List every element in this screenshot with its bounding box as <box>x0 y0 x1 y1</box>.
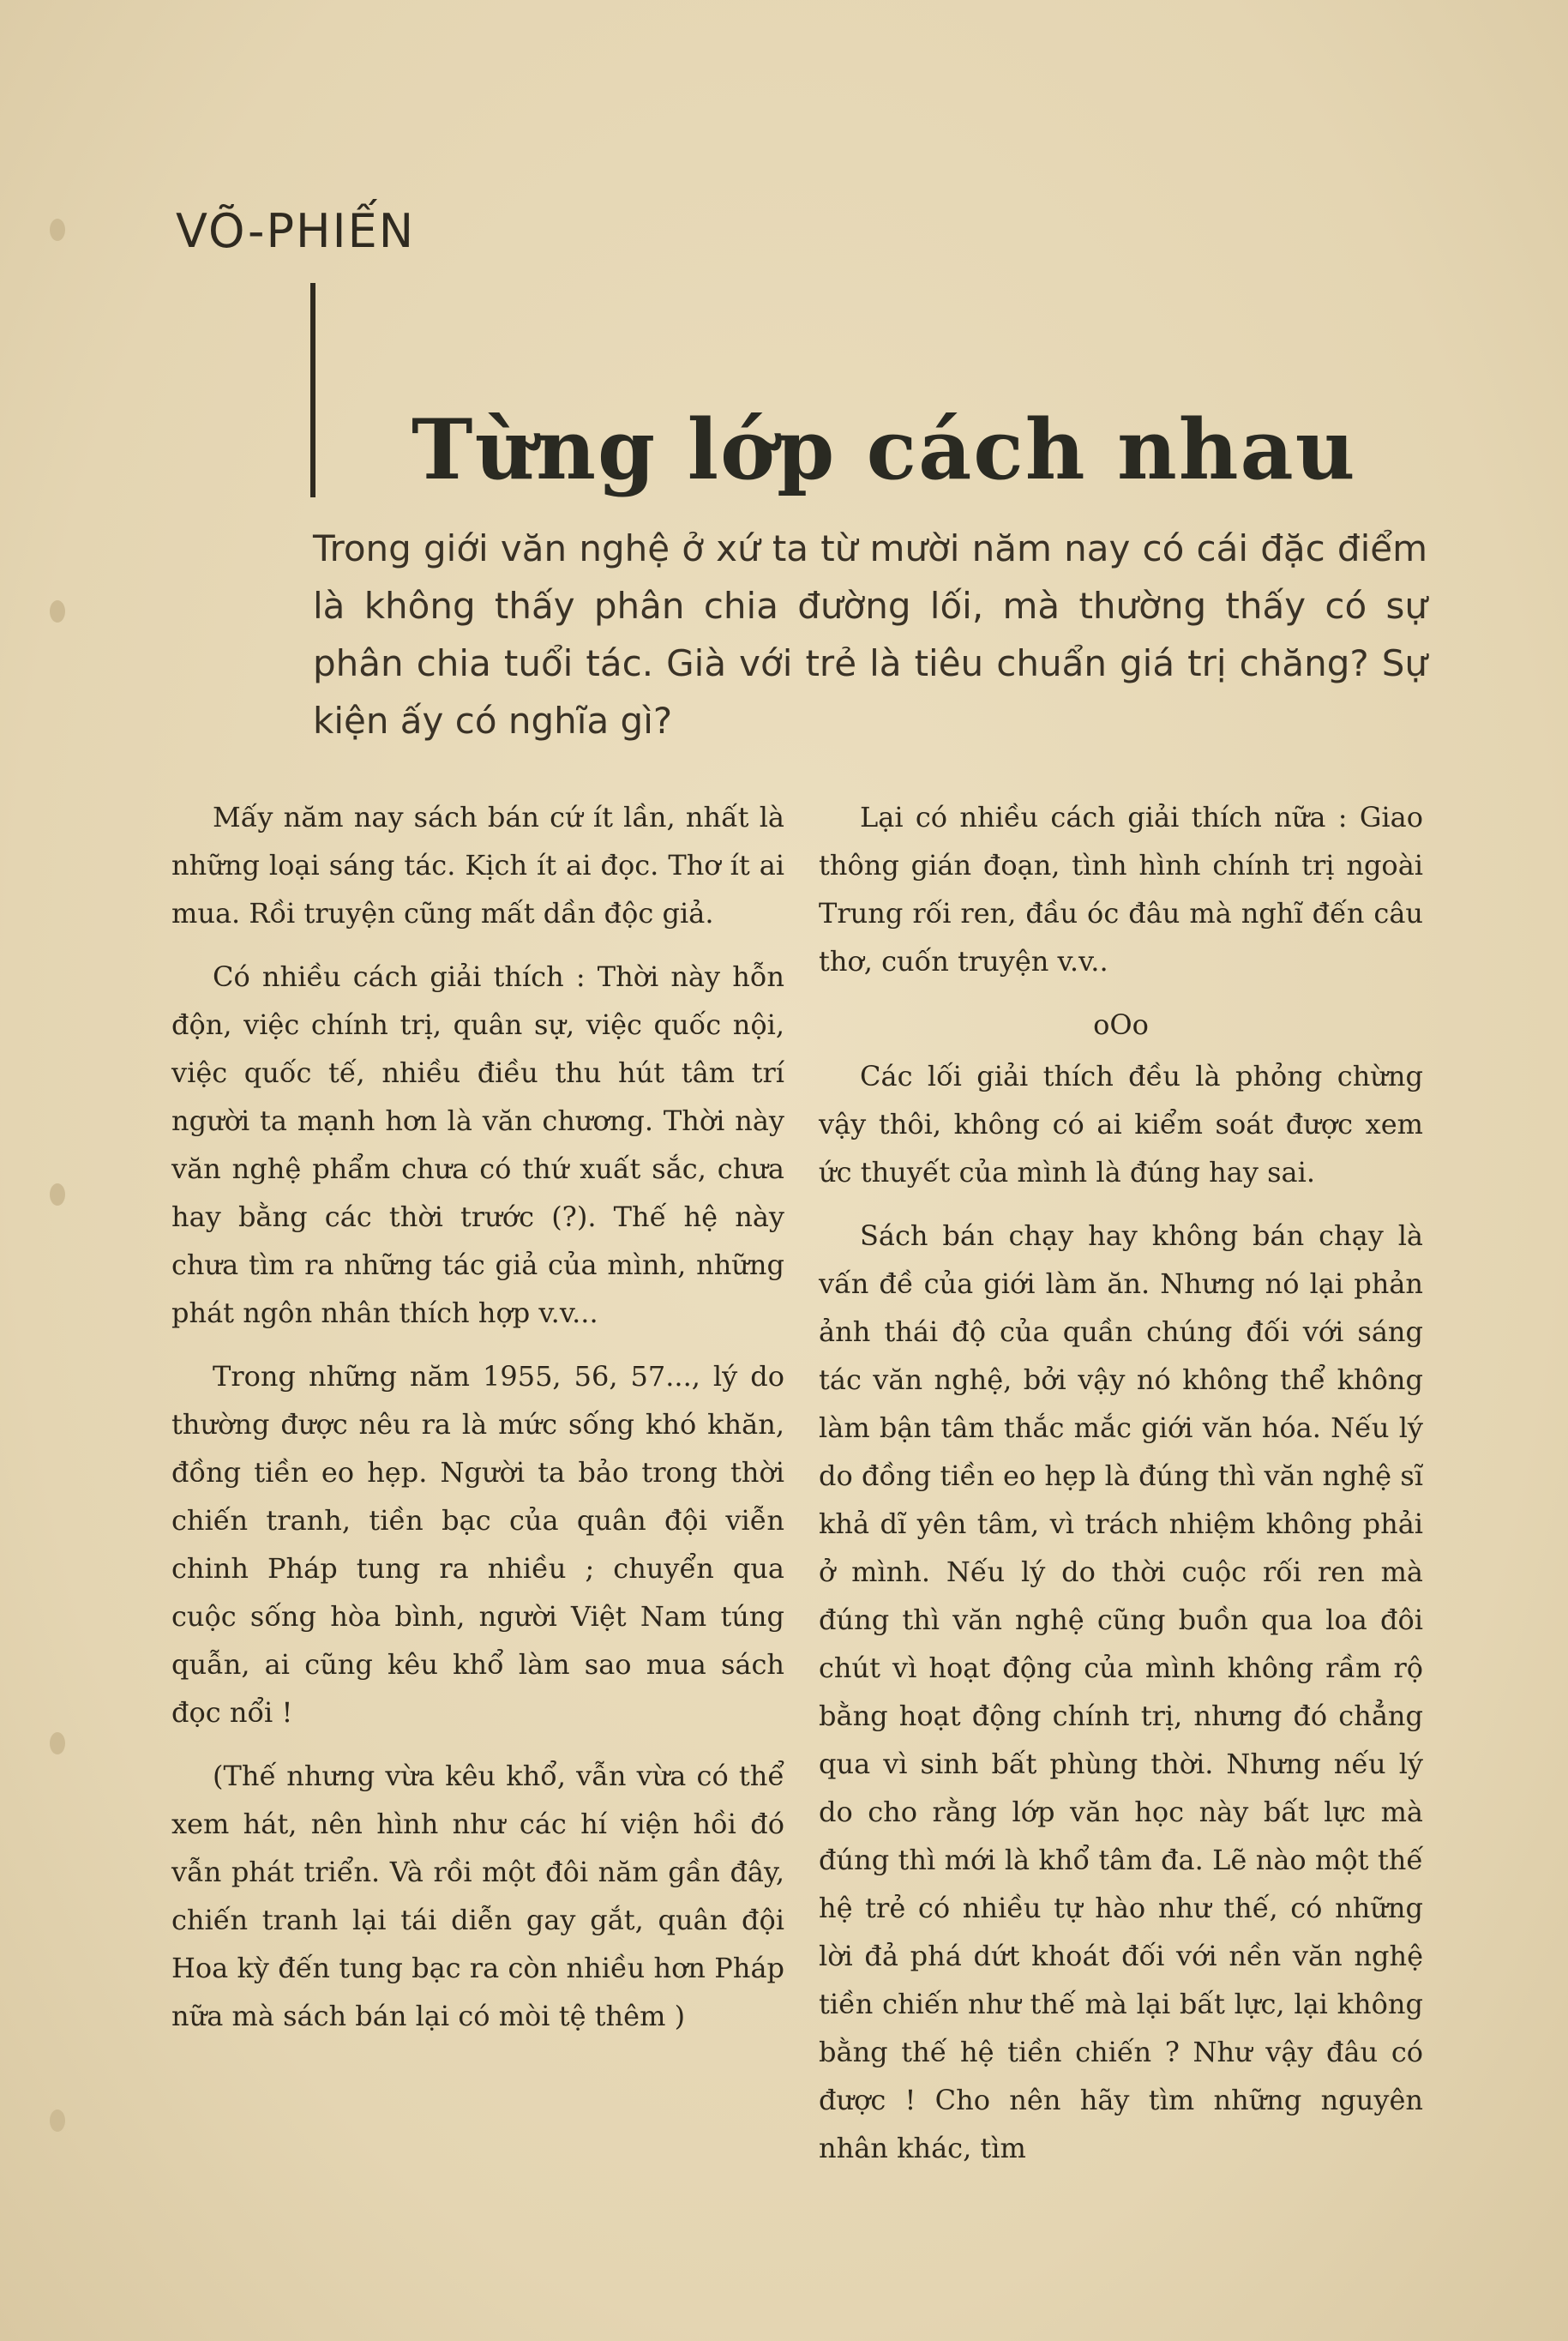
title-rule <box>310 283 315 497</box>
right-column <box>819 793 1423 2188</box>
article-lead: Trong giới văn nghệ ở xứ ta từ mười năm nay có cái đặc điểm là không thấy phân chia đường lối, mà thường thấy có sự phân chia tuổi tác. Già với trẻ là tiêu chuẩn giá trị chăng? Sự kiện ấy có nghĩa gì? <box>313 527 1427 742</box>
paragraph: (Thế nhưng vừa kêu khổ, vẫn vừa có thể xem hát, nên hình như các hí viện hồi đó vẫn phát triển. Và rồi một đôi năm gần đây, chiến tranh lại tái diễn gay gắt, quân đội Hoa kỳ đến tung bạc ra còn nhiều hơn Pháp nữa mà sách bán lại có mòi tệ thêm ) <box>171 1760 784 2032</box>
author-name: VÕ-PHIẾN <box>176 204 416 258</box>
paragraph: Mấy năm nay sách bán cứ ít lần, nhất là những loại sáng tác. Kịch ít ai đọc. Thơ ít ai mua. Rồi truyện cũng mất dần độc giả. <box>171 801 784 930</box>
binding-hole <box>50 600 65 623</box>
paragraph: Có nhiều cách giải thích : Thời này hỗn độn, việc chính trị, quân sự, việc quốc nội, việc quốc tế, nhiều điều thu hút tâm trí người ta mạnh hơn là văn chương. Thời này văn nghệ phẩm chưa có thứ xuất sắc, chưa hay bằng các thời trước (?). Thế hệ này chưa tìm ra những tác giả của mình, những phát ngôn nhân thích hợp v.v... <box>171 960 784 1329</box>
paragraph: Trong những năm 1955, 56, 57..., lý do thường được nêu ra là mức sống khó khăn, đồng tiền eo hẹp. Người ta bảo trong thời chiến tranh, tiền bạc của quân đội viễn chinh Pháp tung ra nhiều ; chuyển qua cuộc sống hòa bình, người Việt Nam túng quẫn, ai cũng kêu khổ làm sao mua sách đọc nổi ! <box>171 1360 784 1729</box>
paragraph: Sách bán chạy hay không bán chạy là vấn đề của giới làm ăn. Nhưng nó lại phản ảnh thái độ của quần chúng đối với sáng tác văn nghệ, bởi vậy nó không thể không làm bận tâm thắc mắc giới văn hóa. Nếu lý do đồng tiền eo hẹp là đúng thì văn nghệ sĩ khả dĩ yên tâm, vì trách nhiệm không phải ở mình. Nếu lý do thời cuộc rối ren mà đúng thì văn nghệ cũng buồn qua loa đôi chút vì hoạt động của mình không rầm rộ bằng hoạt động chính trị, nhưng đó chẳng qua vì sinh bất phùng thời. Nhưng nếu lý do cho rằng lớp văn học này bất lực mà đúng thì mới là khổ tâm đa. Lẽ nào một thế hệ trẻ có nhiều tự hào như thế, có những lời đả phá dứt khoát đối với nền văn nghệ tiền chiến như thế mà lại bất lực, lại không bằng thế hệ tiền chiến ? Như vậy đâu có được ! Cho nên hãy tìm những nguyên nhân khác, tìm <box>819 1219 1423 2164</box>
binding-hole <box>50 219 65 241</box>
paragraph: Lại có nhiều cách giải thích nữa : Giao thông gián đoạn, tình hình chính trị ngoài Trung rối ren, đầu óc đâu mà nghĩ đến câu thơ, cuốn truyện v.v.. <box>819 801 1423 978</box>
paragraph: Các lối giải thích đều là phỏng chừng vậy thôi, không có ai kiểm soát được xem ức thuyết của mình là đúng hay sai. <box>819 1060 1423 1189</box>
section-separator: oOo <box>1093 1008 1149 1041</box>
left-column <box>171 793 784 2055</box>
binding-hole <box>50 2109 65 2132</box>
binding-hole <box>50 1732 65 1754</box>
binding-hole <box>50 1183 65 1206</box>
article-title: Từng lớp cách nhau <box>412 401 1357 498</box>
